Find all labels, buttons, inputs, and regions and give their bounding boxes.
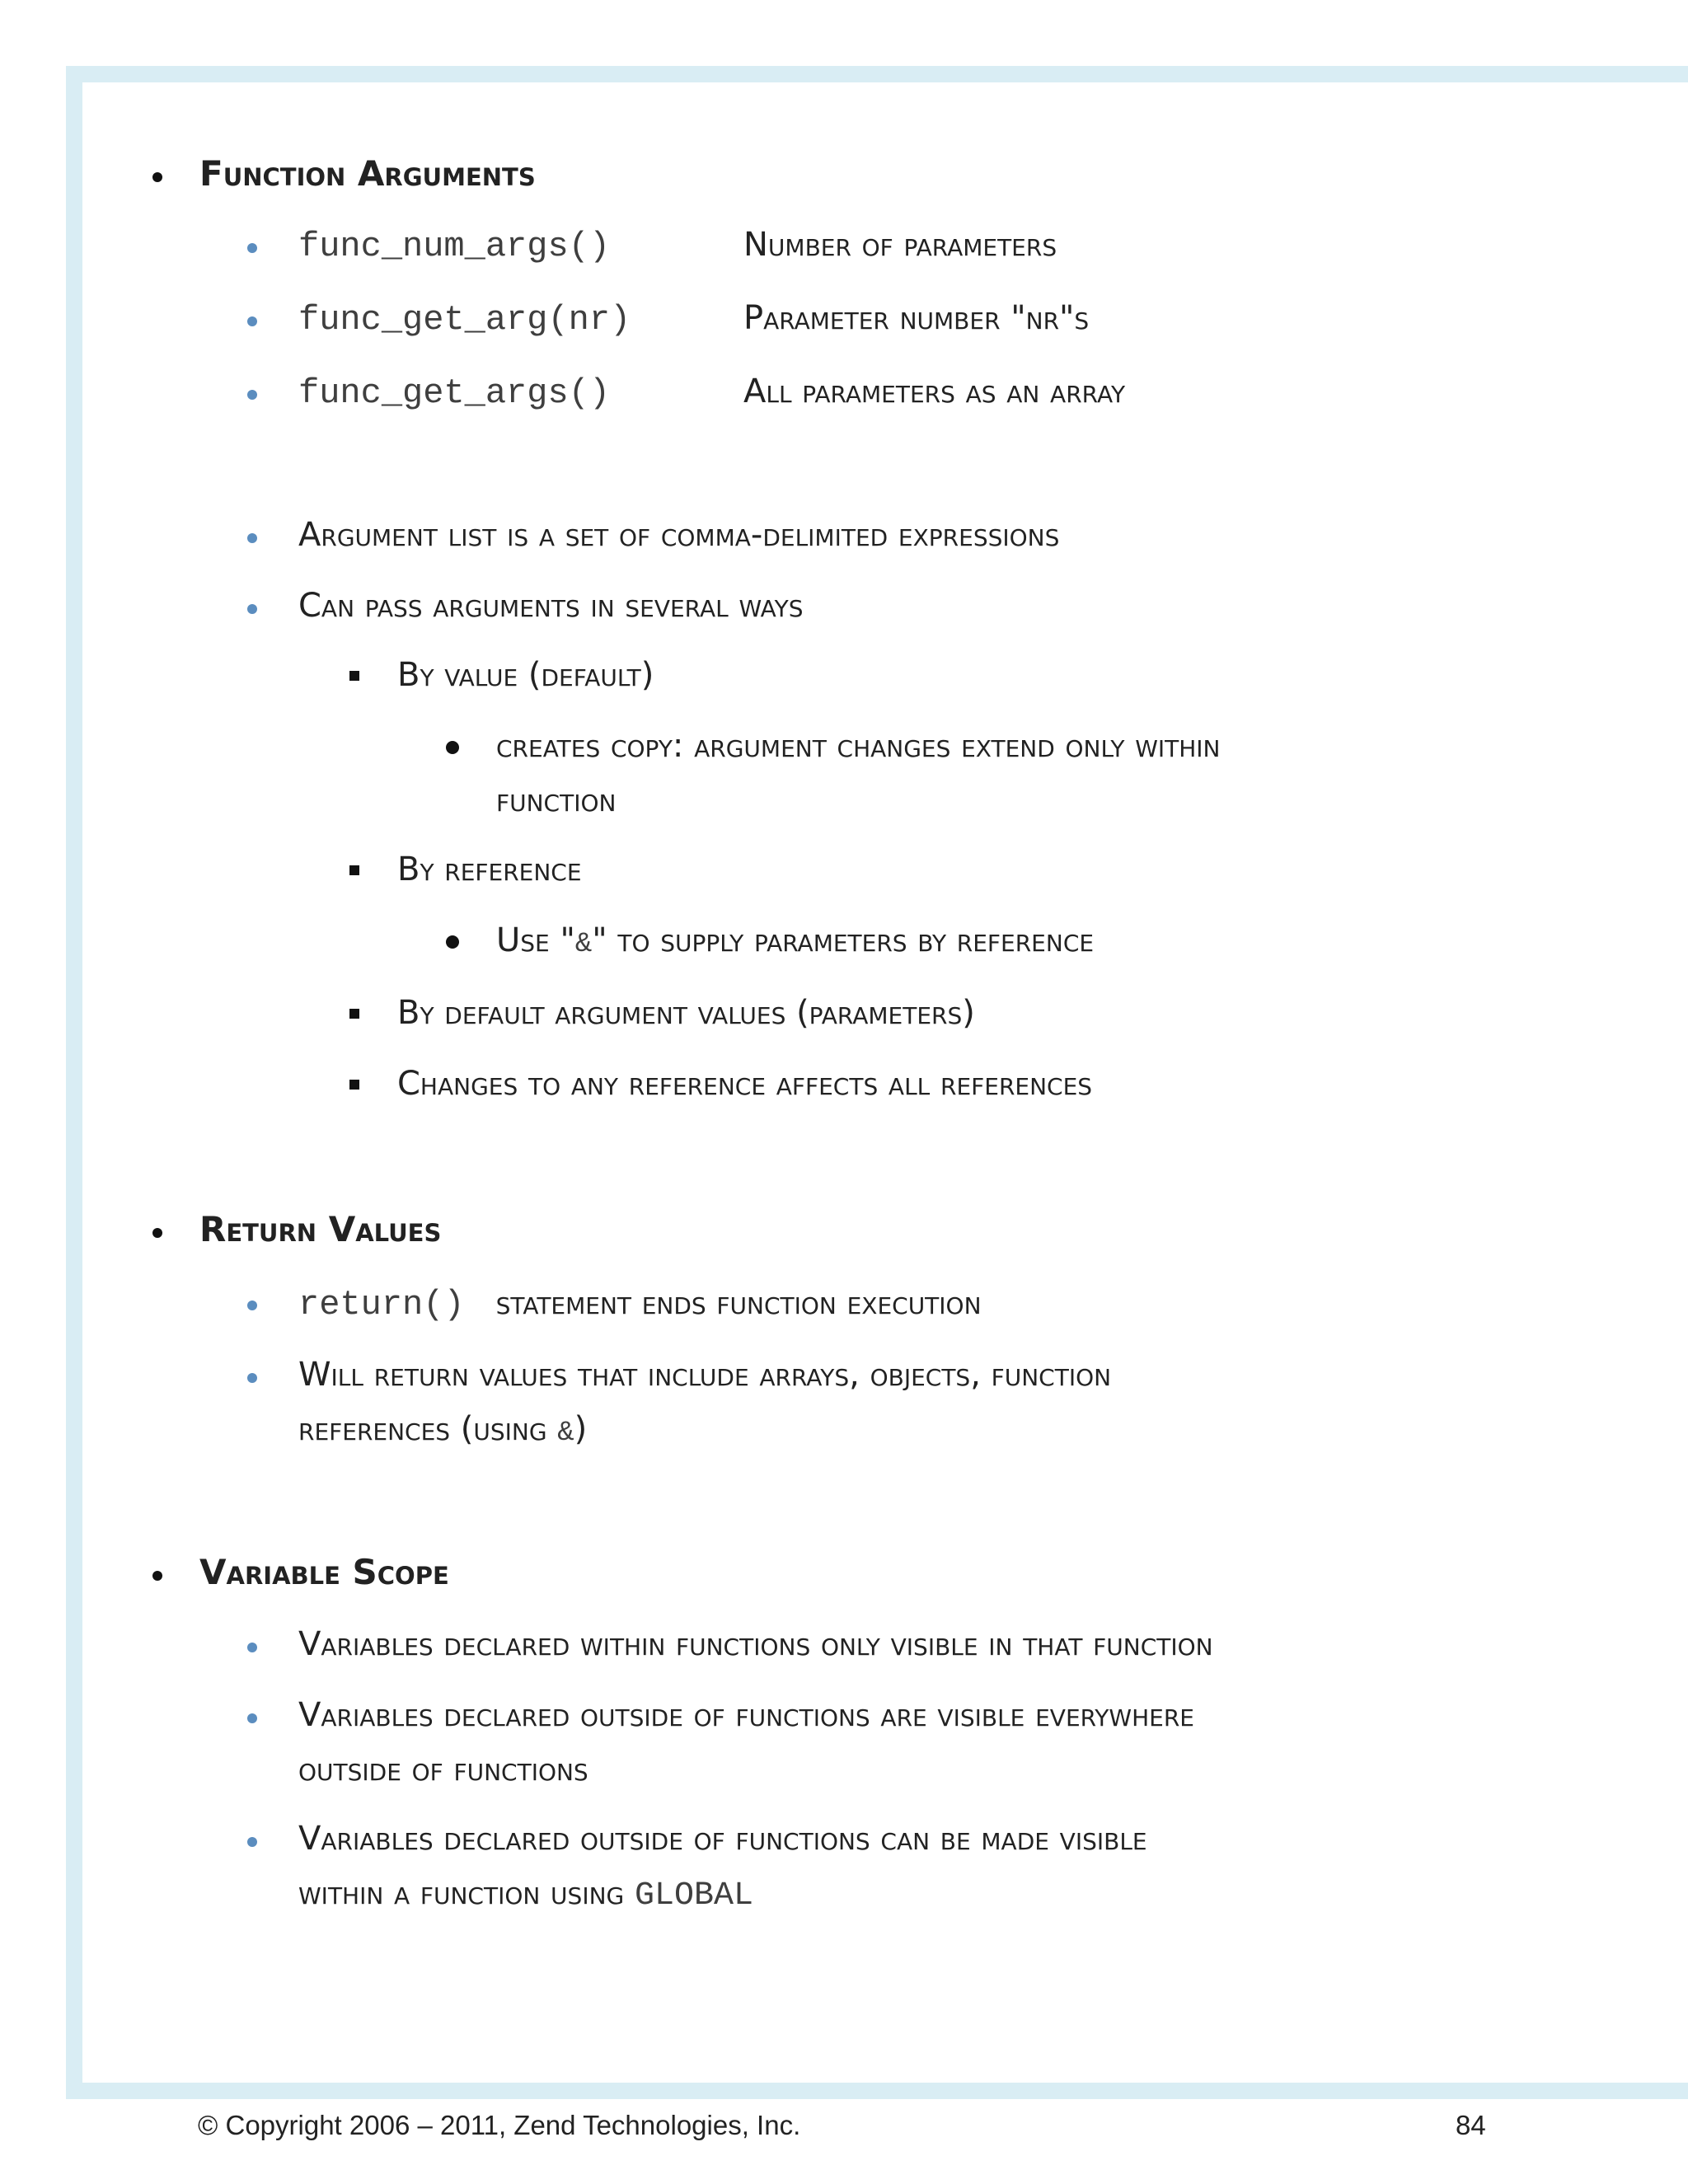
global-code: GLOBAL (634, 1877, 753, 1915)
list-item: Argument list is a set of comma-delimited expressions (298, 516, 1060, 554)
list-bullet (247, 604, 257, 614)
section-title-return-values: Return Values (199, 1209, 442, 1249)
sub-bullet (349, 671, 359, 681)
list-bullet (247, 1301, 257, 1310)
sub-bullet (349, 865, 359, 875)
function-code: func_num_args() (298, 227, 611, 266)
section-bullet (152, 1228, 162, 1238)
list-item: Changes to any reference affects all references (397, 1065, 1093, 1103)
section-title-variable-scope: Variable Scope (199, 1552, 449, 1592)
sub-bullet (349, 1080, 359, 1090)
use-suffix: " to supply parameters by reference (592, 921, 1095, 959)
copyright-footer: © Copyright 2006 – 2011, Zend Technologies, Inc. (198, 2110, 801, 2140)
list-bullet (247, 533, 257, 543)
function-description: Number of parameters (743, 226, 1057, 264)
list-bullet (247, 1643, 257, 1652)
will-return-prefix: references (using (298, 1410, 558, 1448)
list-item: creates copy: argument changes extend only within (496, 727, 1221, 765)
list-item-continuation: function (496, 781, 617, 819)
list-item-continuation: outside of functions (298, 1750, 588, 1788)
function-code: func_get_arg(nr) (298, 300, 631, 340)
list-item-continuation (298, 1402, 587, 1460)
list-item: By reference (397, 851, 582, 888)
list-item: Variables declared within functions only visible in that function (298, 1625, 1213, 1663)
list-item (298, 1276, 982, 1332)
ampersand-code: & (574, 929, 593, 960)
list-item-continuation (298, 1866, 753, 1924)
item3-text: within a function using (298, 1874, 635, 1912)
function-description: Parameter number "nr"s (743, 299, 1090, 337)
list-item: By default argument values (parameters) (397, 994, 975, 1032)
ampersand-code: & (557, 1418, 574, 1449)
list-bullet (247, 1373, 257, 1383)
sub-sub-bullet (446, 935, 459, 949)
list-bullet (247, 390, 257, 400)
page-number: 84 (1456, 2110, 1486, 2140)
will-return-suffix: ) (574, 1410, 588, 1448)
list-bullet (247, 1713, 257, 1723)
list-bullet (247, 316, 257, 326)
function-code: func_get_args() (298, 373, 611, 413)
list-item: Will return values that include arrays, objects, function (298, 1356, 1112, 1394)
sub-sub-bullet (446, 741, 459, 754)
list-item: By value (default) (397, 656, 654, 694)
list-bullet (247, 1837, 257, 1847)
list-bullet (247, 243, 257, 253)
sub-bullet (349, 1009, 359, 1019)
section-bullet (152, 1571, 162, 1581)
list-item: Variables declared outside of functions can be made visible (298, 1820, 1147, 1858)
section-title-function-arguments: Function Arguments (199, 153, 536, 194)
list-item: Variables declared outside of functions are visible everywhere (298, 1696, 1194, 1734)
use-prefix: Use " (496, 921, 575, 959)
section-bullet (152, 172, 162, 182)
list-item: Can pass arguments in several ways (298, 587, 804, 625)
function-description: All parameters as an array (743, 373, 1126, 410)
list-item (496, 913, 1094, 972)
return-code: return() (298, 1285, 465, 1324)
return-desc: statement ends function execution (495, 1284, 982, 1322)
